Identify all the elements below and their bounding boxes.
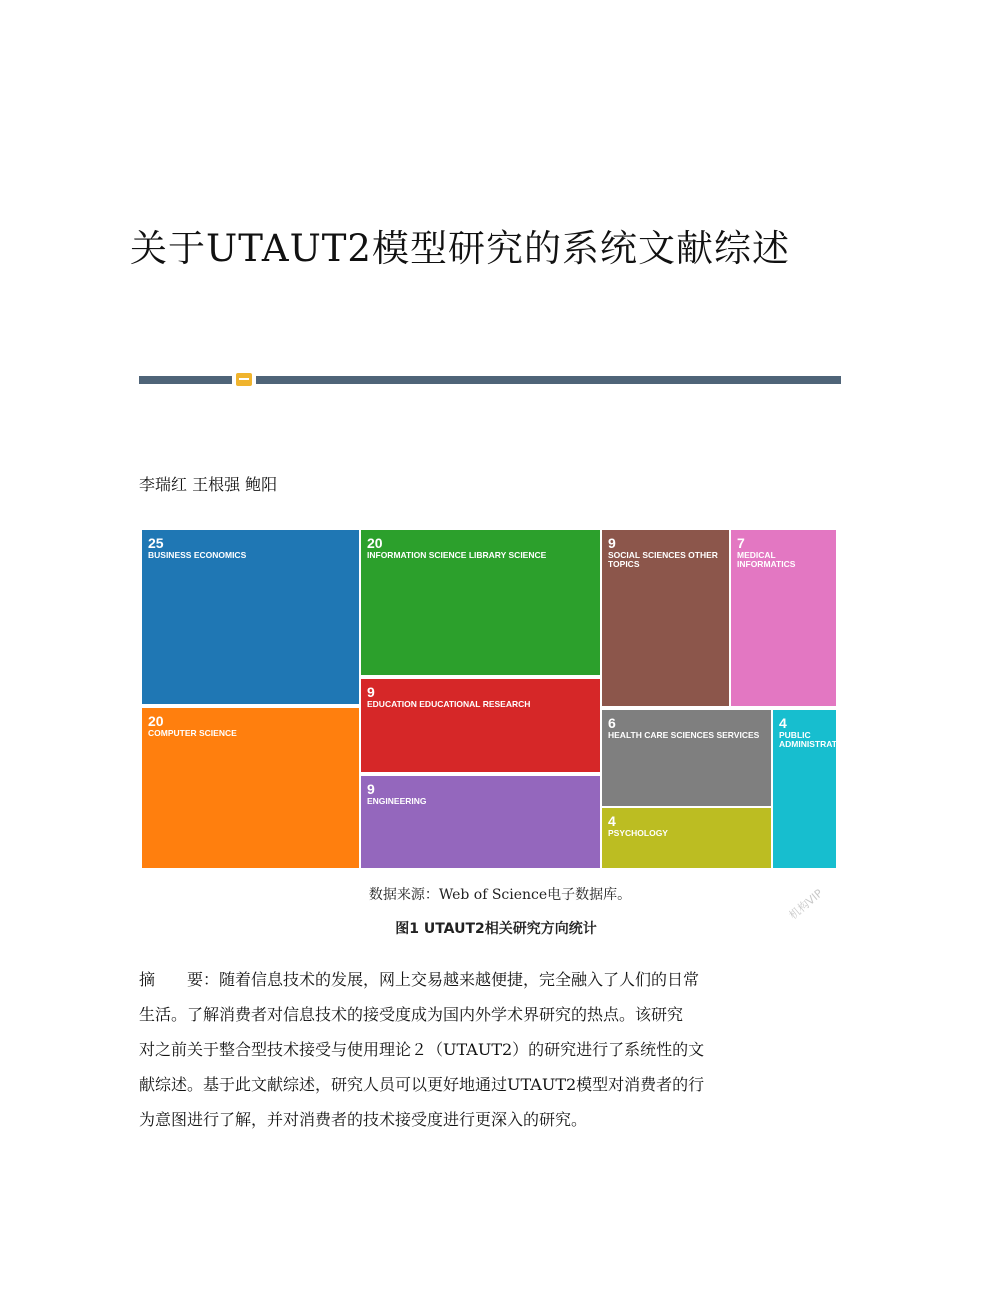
treemap-tile-value: 7 — [737, 535, 745, 551]
treemap-tile — [600, 708, 773, 808]
treemap-tile-value: 20 — [148, 713, 164, 729]
treemap-tile-label: ENGINEERING — [367, 796, 427, 806]
title-divider-right — [256, 376, 841, 384]
watermark: 机构VIP — [786, 886, 826, 923]
treemap-chart — [140, 528, 853, 870]
treemap-tile-value: 20 — [367, 535, 383, 551]
treemap-tile-label: INFORMATION SCIENCE LIBRARY SCIENCE — [367, 550, 547, 560]
treemap-tile — [359, 774, 602, 870]
treemap-tile — [140, 706, 361, 870]
treemap-tile — [771, 708, 853, 870]
treemap-tile — [359, 677, 602, 774]
divider-ornament-icon — [236, 373, 252, 386]
treemap-tile-value: 4 — [779, 715, 787, 731]
treemap-tile — [600, 806, 773, 870]
abstract-line: 生活。了解消费者对信息技术的接受度成为国内外学术界研究的热点。该研究 — [139, 1005, 684, 1024]
figure-caption: 图1 UTAUT2相关研究方向统计 — [395, 921, 597, 937]
treemap-tile-label: BUSINESS ECONOMICS — [148, 550, 247, 560]
authors: 李瑞红 王根强 鲍阳 — [139, 475, 278, 494]
treemap-tile-label: HEALTH CARE SCIENCES SERVICES — [608, 730, 760, 740]
treemap-tile-label: EDUCATION EDUCATIONAL RESEARCH — [367, 699, 531, 709]
treemap-tile-label: PUBLIC ADMINISTRATION — [779, 730, 853, 749]
abstract-line: 摘 要：随着信息技术的发展，网上交易越来越便捷，完全融入了人们的日常 — [139, 970, 700, 989]
treemap-tile-label: COMPUTER SCIENCE — [148, 728, 237, 738]
treemap-tile-value: 4 — [608, 813, 616, 829]
treemap-tile-value: 9 — [608, 535, 616, 551]
treemap-tile-label: SOCIAL SCIENCES OTHER TOPICS — [608, 550, 718, 569]
abstract-line: 为意图进行了解，并对消费者的技术接受度进行更深入的研究。 — [139, 1110, 588, 1129]
page-title: 关于UTAUT2模型研究的系统文献综述 — [130, 227, 790, 270]
treemap-tile — [600, 528, 731, 708]
title-divider-left — [139, 376, 232, 384]
abstract — [139, 962, 789, 1137]
treemap-tile-value: 6 — [608, 715, 616, 731]
treemap-tile — [140, 528, 361, 706]
treemap-tile — [729, 528, 838, 708]
treemap-tile-label: PSYCHOLOGY — [608, 828, 668, 838]
abstract-line: 对之前关于整合型技术接受与使用理论２（UTAUT2）的研究进行了系统性的文 — [139, 1040, 705, 1059]
treemap-tile-value: 9 — [367, 684, 375, 700]
figure-source: 数据来源：Web of Science电子数据库。 — [368, 887, 632, 903]
treemap-tile — [359, 528, 602, 677]
treemap-tile-value: 9 — [367, 781, 375, 797]
treemap-tile-value: 25 — [148, 535, 164, 551]
treemap-tile-label: MEDICAL INFORMATICS — [737, 550, 796, 569]
abstract-line: 献综述。基于此文献综述，研究人员可以更好地通过UTAUT2模型对消费者的行 — [139, 1075, 705, 1094]
